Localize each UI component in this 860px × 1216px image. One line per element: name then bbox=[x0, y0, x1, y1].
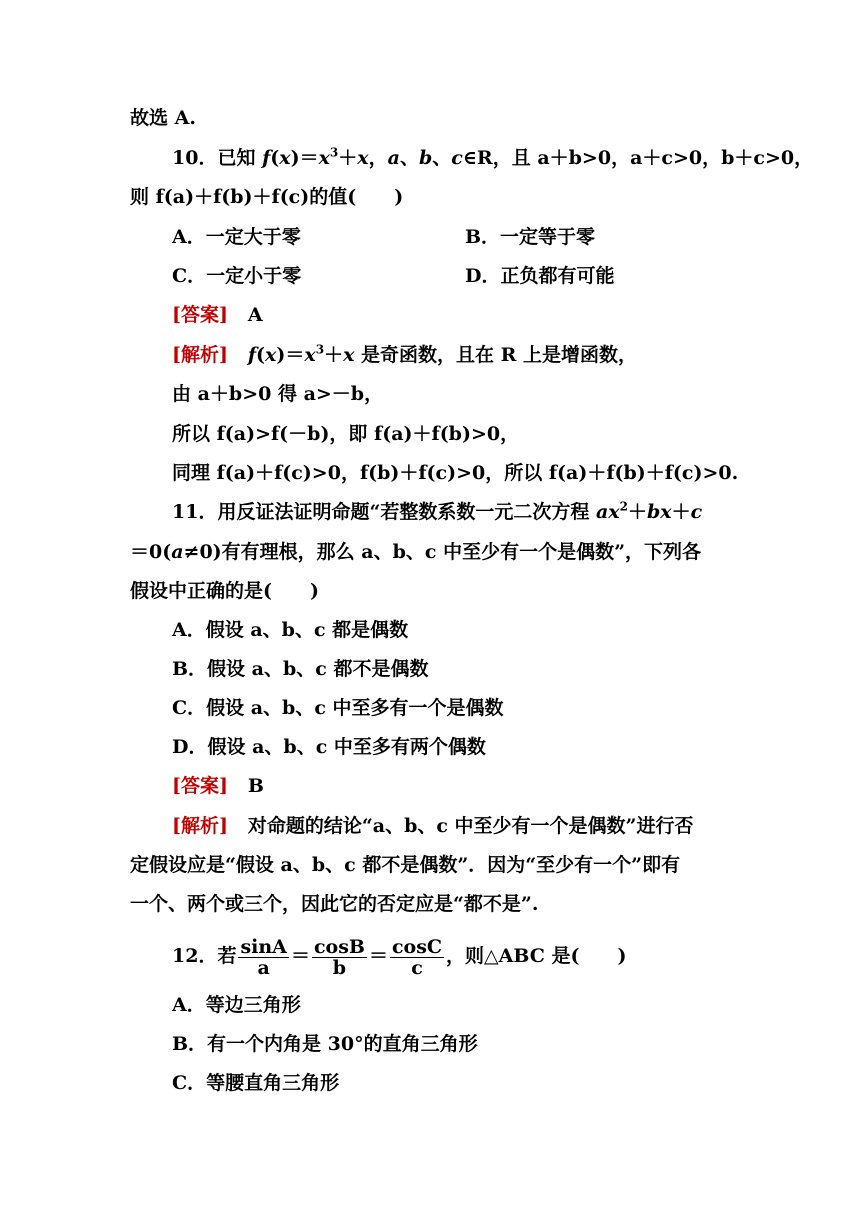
q10-answer bbox=[172, 303, 263, 327]
q10-option-d: D．正负都有可能 bbox=[465, 265, 615, 287]
q10-analysis-1: [解析] $f(x)=x^3+x$ 是奇函数，且在 R 上是增函数， bbox=[172, 342, 638, 366]
q10-option-b: B．一定等于零 bbox=[465, 226, 596, 248]
analysis-tag: [解析] bbox=[172, 815, 228, 837]
q11-option-c: C．假设 a、b、c 中至多有一个是偶数 bbox=[172, 697, 504, 719]
q10-number: 10 bbox=[172, 147, 199, 169]
answer-tag: [答案] bbox=[172, 775, 228, 797]
q10-stem-line1: 10．已知 $f(x)=x^3+x$，a、b、c∈R，且 a＋b>0，a＋c>0，b＋c>0， bbox=[172, 145, 814, 169]
q11-analysis-3: 一个、两个或三个，因此它的否定应是“都不是”. bbox=[130, 893, 539, 915]
q11-stem-line1: 11．用反证法证明命题“若整数系数一元二次方程 $ax^2+bx+c$ bbox=[172, 499, 703, 523]
answer-value: A bbox=[247, 304, 263, 326]
q11-analysis-2: 定假设应是“假设 a、b、c 都不是偶数”．因为“至少有一个”即有 bbox=[130, 854, 681, 876]
q12-prefix: 12．若 bbox=[172, 945, 237, 967]
q11-analysis-1 bbox=[172, 814, 693, 838]
q10-stem-line2: 则 f(a)＋f(b)＋f(c)的值( ) bbox=[130, 186, 404, 208]
q12-option-c: C．等腰直角三角形 bbox=[172, 1072, 340, 1094]
q11-stem-line2: ＝0(a≠0)有有理根，那么 a、b、c 中至少有一个是偶数”，下列各 bbox=[130, 541, 701, 563]
q10-option-c: C．一定小于零 bbox=[172, 265, 302, 287]
q12-stem: 12．若 $\frac{\sin A}{a}$ ＝ $\frac{\cos B}{b}$ ＝ $\frac{\cos C}{c}$ ，则△ABC 是( ) bbox=[172, 935, 627, 979]
q11-stem-start: 11．用反证法证明命题“若整数系数一元二次方程 bbox=[172, 501, 590, 523]
q12-option-a: A．等边三角形 bbox=[172, 994, 301, 1016]
analysis-tag: [解析] bbox=[172, 344, 228, 366]
q11-answer bbox=[172, 774, 264, 798]
q10-option-a: A．一定大于零 bbox=[172, 226, 301, 248]
q11-option-b: B．假设 a、b、c 都不是偶数 bbox=[172, 658, 429, 680]
analysis-text: 是奇函数，且在 R 上是增函数， bbox=[361, 344, 638, 366]
fraction-cosC-over-c: $\frac{\cos C}{c}$ bbox=[391, 935, 443, 979]
fraction-sinA-over-a: $\frac{\sin A}{a}$ bbox=[240, 935, 287, 979]
q12-suffix: ，则△ABC 是( ) bbox=[446, 945, 627, 967]
q11-stem-end: 有有理根，那么 a、b、c 中至少有一个是偶数”，下列各 bbox=[221, 541, 701, 563]
analysis-text: 对命题的结论“a、b、c 中至少有一个是偶数”进行否 bbox=[247, 815, 694, 837]
answer-value: B bbox=[247, 775, 264, 797]
q9-tail: 故选 A. bbox=[130, 107, 196, 129]
q11-option-a: A．假设 a、b、c 都是偶数 bbox=[172, 619, 409, 641]
answer-tag: [答案] bbox=[172, 304, 228, 326]
q10-analysis-4: 同理 f(a)＋f(c)>0，f(b)＋f(c)>0，所以 f(a)＋f(b)＋f(c)>0. bbox=[172, 462, 739, 484]
q10-stem-end: ，且 a＋b>0，a＋c>0，b＋c>0， bbox=[492, 147, 814, 169]
q10-analysis-3: 所以 f(a)>f(－b)，即 f(a)＋f(b)>0， bbox=[172, 423, 520, 445]
q11-stem-line3: 假设中正确的是( ) bbox=[130, 580, 319, 602]
fraction-cosB-over-b: $\frac{\cos B}{b}$ bbox=[313, 935, 365, 979]
q12-option-b: B．有一个内角是 30°的直角三角形 bbox=[172, 1033, 478, 1055]
q10-analysis-2: 由 a＋b>0 得 a>－b， bbox=[172, 383, 384, 405]
q11-option-d: D．假设 a、b、c 中至多有两个偶数 bbox=[172, 736, 486, 758]
